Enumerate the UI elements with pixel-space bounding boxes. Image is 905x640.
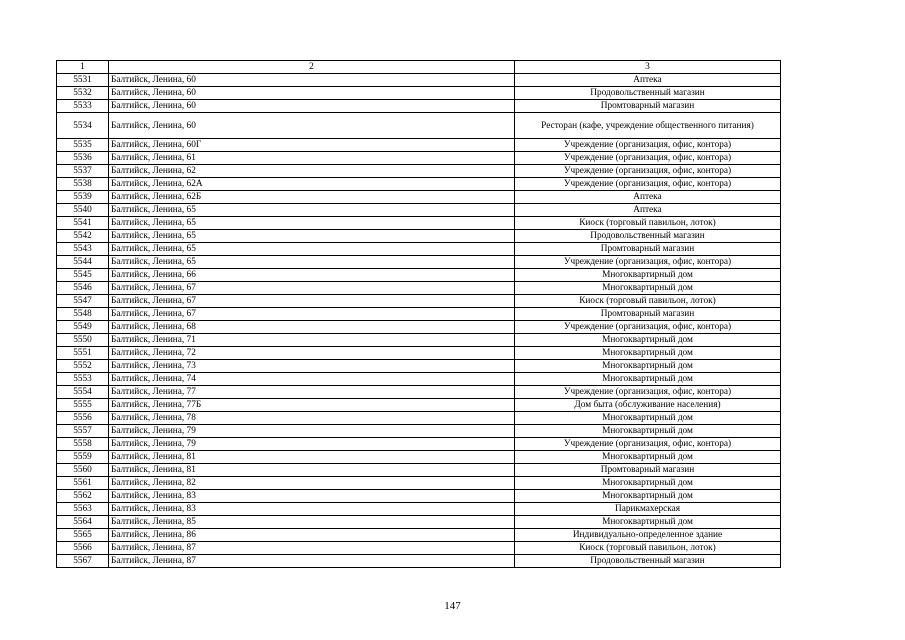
cell-object-type: Многоквартирный дом: [515, 490, 781, 503]
cell-object-type: Учреждение (организация, офис, контора): [515, 256, 781, 269]
cell-address: Балтийск, Ленина, 87: [109, 555, 515, 568]
cell-object-type: Продовольственный магазин: [515, 87, 781, 100]
table-row: [57, 165, 781, 178]
cell-address: Балтийск, Ленина, 78: [109, 412, 515, 425]
table-row: [57, 230, 781, 243]
table-row: [57, 243, 781, 256]
registry-table: [56, 60, 781, 568]
cell-number: 5561: [57, 477, 109, 490]
cell-number: 5535: [57, 139, 109, 152]
cell-object-type: Киоск (торговый павильон, лоток): [515, 542, 781, 555]
cell-object-type: Индивидуально-определенное здание: [515, 529, 781, 542]
cell-object-type: Парикмахерская: [515, 503, 781, 516]
cell-object-type: Учреждение (организация, офис, контора): [515, 438, 781, 451]
table-row: [57, 386, 781, 399]
cell-address: Балтийск, Ленина, 62А: [109, 178, 515, 191]
cell-object-type: Учреждение (организация, офис, контора): [515, 139, 781, 152]
cell-object-type: Многоквартирный дом: [515, 282, 781, 295]
cell-object-type: Дом быта (обслуживание населения): [515, 399, 781, 412]
cell-number: 5543: [57, 243, 109, 256]
cell-number: 5542: [57, 230, 109, 243]
cell-object-type: Киоск (торговый павильон, лоток): [515, 217, 781, 230]
table-header-row: [57, 61, 781, 74]
table-row: [57, 113, 781, 139]
cell-number: 5531: [57, 74, 109, 87]
cell-object-type: Многоквартирный дом: [515, 412, 781, 425]
cell-object-type: Учреждение (организация, офис, контора): [515, 321, 781, 334]
cell-number: 5548: [57, 308, 109, 321]
table-row: [57, 334, 781, 347]
cell-address: Балтийск, Ленина, 73: [109, 360, 515, 373]
cell-object-type: Промтоварный магазин: [515, 464, 781, 477]
cell-address: Балтийск, Ленина, 65: [109, 217, 515, 230]
cell-object-type: Многоквартирный дом: [515, 516, 781, 529]
cell-number: 5540: [57, 204, 109, 217]
cell-number: 5556: [57, 412, 109, 425]
column-header-number: 1: [57, 61, 109, 74]
cell-object-type: Многоквартирный дом: [515, 347, 781, 360]
cell-number: 5558: [57, 438, 109, 451]
cell-object-type: Многоквартирный дом: [515, 477, 781, 490]
table-row: [57, 100, 781, 113]
cell-object-type: Аптека: [515, 204, 781, 217]
cell-object-type: Промтоварный магазин: [515, 243, 781, 256]
table-row: [57, 360, 781, 373]
cell-address: Балтийск, Ленина, 65: [109, 256, 515, 269]
cell-address: Балтийск, Ленина, 72: [109, 347, 515, 360]
table-row: [57, 152, 781, 165]
cell-address: Балтийск, Ленина, 65: [109, 243, 515, 256]
table-row: [57, 477, 781, 490]
cell-object-type: Аптека: [515, 74, 781, 87]
table-row: [57, 347, 781, 360]
table-row: [57, 542, 781, 555]
table-row: [57, 425, 781, 438]
cell-number: 5550: [57, 334, 109, 347]
cell-object-type: Продовольственный магазин: [515, 555, 781, 568]
cell-object-type: Учреждение (организация, офис, контора): [515, 152, 781, 165]
cell-address: Балтийск, Ленина, 77: [109, 386, 515, 399]
cell-address: Балтийск, Ленина, 65: [109, 230, 515, 243]
cell-object-type: Многоквартирный дом: [515, 425, 781, 438]
cell-address: Балтийск, Ленина, 82: [109, 477, 515, 490]
cell-number: 5538: [57, 178, 109, 191]
cell-address: Балтийск, Ленина, 67: [109, 308, 515, 321]
cell-address: Балтийск, Ленина, 60: [109, 87, 515, 100]
cell-address: Балтийск, Ленина, 68: [109, 321, 515, 334]
cell-object-type: Многоквартирный дом: [515, 451, 781, 464]
cell-number: 5545: [57, 269, 109, 282]
cell-object-type: Промтоварный магазин: [515, 308, 781, 321]
cell-number: 5562: [57, 490, 109, 503]
table-row: [57, 87, 781, 100]
cell-address: Балтийск, Ленина, 74: [109, 373, 515, 386]
cell-address: Балтийск, Ленина, 60Г: [109, 139, 515, 152]
cell-number: 5544: [57, 256, 109, 269]
cell-address: Балтийск, Ленина, 60: [109, 74, 515, 87]
cell-address: Балтийск, Ленина, 83: [109, 490, 515, 503]
cell-number: 5563: [57, 503, 109, 516]
cell-number: 5565: [57, 529, 109, 542]
cell-number: 5541: [57, 217, 109, 230]
table-row: [57, 269, 781, 282]
cell-number: 5557: [57, 425, 109, 438]
table-row: [57, 139, 781, 152]
cell-object-type: Аптека: [515, 191, 781, 204]
cell-address: Балтийск, Ленина, 81: [109, 464, 515, 477]
cell-object-type: Продовольственный магазин: [515, 230, 781, 243]
cell-number: 5555: [57, 399, 109, 412]
cell-number: 5564: [57, 516, 109, 529]
cell-address: Балтийск, Ленина, 66: [109, 269, 515, 282]
cell-object-type: Многоквартирный дом: [515, 360, 781, 373]
table-row: [57, 412, 781, 425]
table-row: [57, 191, 781, 204]
cell-number: 5552: [57, 360, 109, 373]
cell-address: Балтийск, Ленина, 62Б: [109, 191, 515, 204]
cell-object-type: Ресторан (кафе, учреждение общественного питания): [515, 113, 781, 139]
document-sheet: [56, 60, 780, 568]
cell-object-type: Учреждение (организация, офис, контора): [515, 165, 781, 178]
cell-address: Балтийск, Ленина, 71: [109, 334, 515, 347]
table-row: [57, 295, 781, 308]
page-number: 147: [444, 600, 461, 612]
table-row: [57, 451, 781, 464]
table-row: [57, 217, 781, 230]
cell-number: 5539: [57, 191, 109, 204]
cell-address: Балтийск, Ленина, 60: [109, 113, 515, 139]
table-row: [57, 321, 781, 334]
table-row: [57, 490, 781, 503]
table-row: [57, 503, 781, 516]
cell-number: 5547: [57, 295, 109, 308]
cell-number: 5534: [57, 113, 109, 139]
cell-number: 5559: [57, 451, 109, 464]
cell-address: Балтийск, Ленина, 85: [109, 516, 515, 529]
cell-number: 5546: [57, 282, 109, 295]
cell-number: 5560: [57, 464, 109, 477]
table-row: [57, 399, 781, 412]
table-body: [57, 74, 781, 568]
cell-number: 5532: [57, 87, 109, 100]
cell-number: 5551: [57, 347, 109, 360]
column-header-type: 3: [515, 61, 781, 74]
cell-address: Балтийск, Ленина, 87: [109, 542, 515, 555]
cell-address: Балтийск, Ленина, 65: [109, 204, 515, 217]
table-row: [57, 204, 781, 217]
table-row: [57, 256, 781, 269]
table-row: [57, 74, 781, 87]
cell-address: Балтийск, Ленина, 83: [109, 503, 515, 516]
table-row: [57, 438, 781, 451]
table-row: [57, 373, 781, 386]
cell-object-type: Учреждение (организация, офис, контора): [515, 178, 781, 191]
cell-number: 5533: [57, 100, 109, 113]
cell-object-type: Промтоварный магазин: [515, 100, 781, 113]
table-row: [57, 555, 781, 568]
cell-object-type: Киоск (торговый павильон, лоток): [515, 295, 781, 308]
column-header-address: 2: [109, 61, 515, 74]
cell-address: Балтийск, Ленина, 79: [109, 438, 515, 451]
cell-number: 5567: [57, 555, 109, 568]
cell-object-type: Многоквартирный дом: [515, 334, 781, 347]
table-row: [57, 282, 781, 295]
cell-address: Балтийск, Ленина, 61: [109, 152, 515, 165]
cell-address: Балтийск, Ленина, 77Б: [109, 399, 515, 412]
table-row: [57, 178, 781, 191]
cell-object-type: Многоквартирный дом: [515, 373, 781, 386]
table-row: [57, 529, 781, 542]
cell-number: 5554: [57, 386, 109, 399]
cell-address: Балтийск, Ленина, 60: [109, 100, 515, 113]
cell-number: 5553: [57, 373, 109, 386]
table-row: [57, 308, 781, 321]
cell-object-type: Многоквартирный дом: [515, 269, 781, 282]
cell-address: Балтийск, Ленина, 67: [109, 295, 515, 308]
cell-address: Балтийск, Ленина, 81: [109, 451, 515, 464]
cell-number: 5566: [57, 542, 109, 555]
cell-address: Балтийск, Ленина, 67: [109, 282, 515, 295]
cell-number: 5536: [57, 152, 109, 165]
cell-address: Балтийск, Ленина, 79: [109, 425, 515, 438]
table-row: [57, 464, 781, 477]
cell-number: 5549: [57, 321, 109, 334]
table-row: [57, 516, 781, 529]
cell-number: 5537: [57, 165, 109, 178]
cell-address: Балтийск, Ленина, 62: [109, 165, 515, 178]
cell-object-type: Учреждение (организация, офис, контора): [515, 386, 781, 399]
cell-address: Балтийск, Ленина, 86: [109, 529, 515, 542]
